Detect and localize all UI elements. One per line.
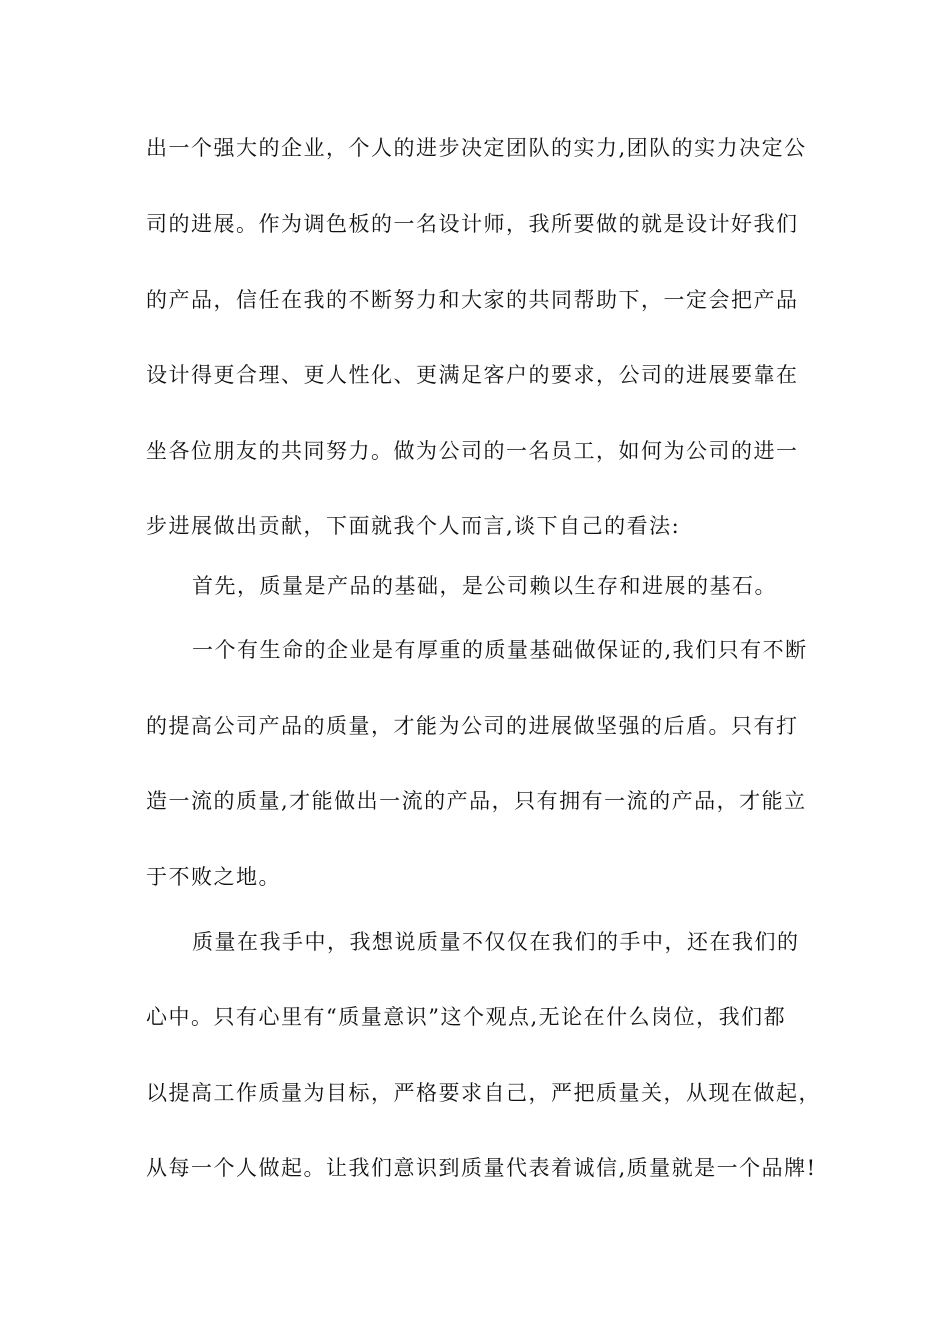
text-line-1: 出一个强大的企业，个人的进步决定团队的实力,团队的实力决定公 (146, 136, 807, 160)
text-line-11: 于不败之地。 (146, 865, 281, 889)
text-line-3: 的产品，信任在我的不断努力和大家的共同帮助下，一定会把产品 (146, 288, 799, 312)
text-line-7: 首先，质量是产品的基础，是公司赖以生存和进展的基石。 (192, 574, 777, 598)
text-line-9: 的提高公司产品的质量，才能为公司的进展做坚强的后盾。只有打 (146, 714, 799, 738)
text-line-12: 质量在我手中，我想说质量不仅仅在我们的手中，还在我们的 (192, 930, 800, 954)
text-line-5: 坐各位朋友的共同努力。做为公司的一名员工，如何为公司的进一 (146, 439, 799, 463)
text-line-6: 步进展做出贡献，下面就我个人而言,谈下自己的看法: (146, 514, 681, 538)
text-line-4: 设计得更合理、更人性化、更满足客户的要求，公司的进展要靠在 (146, 363, 799, 387)
text-line-2: 司的进展。作为调色板的一名设计师，我所要做的就是设计好我们 (146, 212, 799, 236)
text-line-10: 造一流的质量,才能做出一流的产品，只有拥有一流的产品，才能立 (146, 789, 807, 813)
text-line-14: 以提高工作质量为目标，严格要求自己，严把质量关，从现在做起， (146, 1081, 821, 1105)
text-line-13: 心中。只有心里有“质量意识”这个观点,无论在什么岗位，我们都 (146, 1005, 787, 1029)
text-line-8: 一个有生命的企业是有厚重的质量基础做保证的,我们只有不断 (192, 638, 808, 662)
text-line-15: 从每一个人做起。让我们意识到质量代表着诚信,质量就是一个品牌! (146, 1156, 817, 1180)
